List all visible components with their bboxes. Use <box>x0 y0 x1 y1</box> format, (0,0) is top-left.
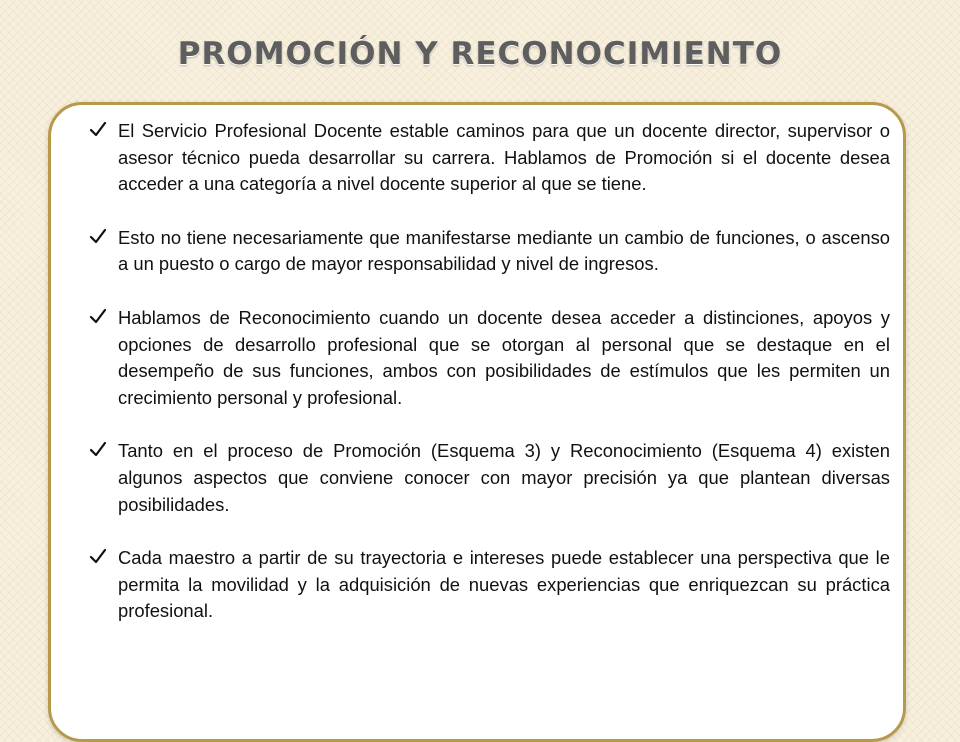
bullet-item <box>88 305 890 411</box>
bullet-list <box>88 118 890 652</box>
bullet-item <box>88 118 890 198</box>
bullet-text: Esto no tiene necesariamente que manifestarse mediante un cambio de funciones, o ascenso a un puesto o cargo de mayor responsabilidad y nivel de ingresos. <box>118 226 890 275</box>
check-icon <box>88 306 108 326</box>
bullet-text: Tanto en el proceso de Promoción (Esquema 3) y Reconocimiento (Esquema 4) existen algunos aspectos que conviene conocer con mayor precisión ya que plantean diversas posibilidades. <box>118 440 890 515</box>
check-icon <box>88 119 108 139</box>
check-icon <box>88 226 108 246</box>
bullet-text: Hablamos de Reconocimiento cuando un docente desea acceder a distinciones, apoyos y opciones de desarrollo profesional que se otorgan al personal que se destaque en el desempeño de sus funciones, ambos con posibilidades de estímulos que les permiten un crecimiento personal y profesional. <box>118 306 890 408</box>
bullet-text: Cada maestro a partir de su trayectoria e intereses puede establecer una perspectiva que le permita la movilidad y la adquisición de nuevas experiencias que enriquezcan su práctica profesional. <box>118 547 890 622</box>
bullet-item <box>88 438 890 518</box>
slide-title: PROMOCIÓN Y RECONOCIMIENTO <box>177 36 783 72</box>
check-icon <box>88 546 108 566</box>
check-icon <box>88 439 108 459</box>
bullet-text: El Servicio Profesional Docente estable caminos para que un docente director, supervisor o asesor técnico pueda desarrollar su carrera. Hablamos de Promoción si el docente desea acceder a una categoría a nivel docente superior al que se tiene. <box>118 120 890 195</box>
bullet-item <box>88 225 890 278</box>
bullet-item <box>88 545 890 625</box>
